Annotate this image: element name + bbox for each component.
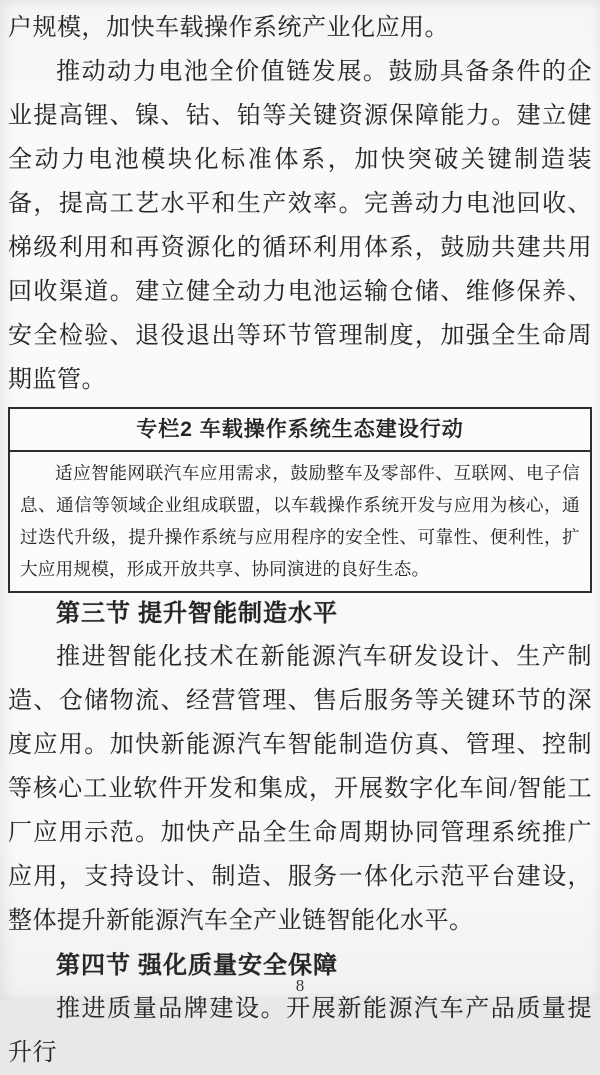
column-box-title: 专栏2 车载操作系统生态建设行动 bbox=[10, 409, 590, 452]
page-number: 8 bbox=[295, 976, 305, 995]
column-box-body: 适应智能网联汽车应用需求，鼓励整车及零部件、互联网、电子信息、通信等领域企业组成联盟，以车载操作系统开发与应用为核心，通过迭代升级，提升操作系统与应用程序的安全性、可靠性、便利性，扩大应用规模，形成开放共享、协同演进的良好生态。 bbox=[20, 463, 580, 579]
paragraph-quality-brand: 推进质量品牌建设。开展新能源汽车产品质量提升行 bbox=[8, 996, 592, 1066]
section-heading-3: 第三节 提升智能制造水平 bbox=[56, 601, 338, 627]
section-heading-4: 第四节 强化质量安全保障 bbox=[56, 953, 338, 979]
paragraph-battery-value-chain: 推动动力电池全价值链发展。鼓励具备条件的企业提高锂、镍、钴、铂等关键资源保障能力。建立健全动力电池模块化标准体系，加快突破关键制造装备，提高工艺水平和生产效率。完善动力电池回收、梯级利用和再资源化的循环利用体系，鼓励共建共用回收渠道。建立健全动力电池运输仓储、维修保养、安全检验、退役退出等环节管理制度，加强全生命周期监管。 bbox=[8, 59, 592, 393]
paragraph-smart-manufacturing: 推进智能化技术在新能源汽车研发设计、生产制造、仓储物流、经营管理、售后服务等关键环节的深度应用。加快新能源汽车智能制造仿真、管理、控制等核心工业软件开发和集成，开展数字化车间/智能工厂应用示范。加快产品全生命周期协同管理系统推广应用，支持设计、制造、服务一体化示范平台建设，整体提升新能源汽车全产业链智能化水平。 bbox=[8, 644, 592, 934]
paragraph-continuation: 户规模，加快车载操作系统产业化应用。 bbox=[8, 15, 449, 41]
column-box-2 bbox=[8, 407, 592, 593]
